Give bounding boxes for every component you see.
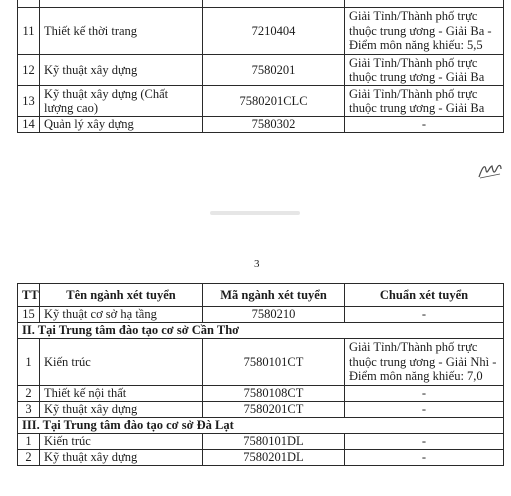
table-row (18, 86, 504, 117)
admission-criteria: - (345, 117, 504, 133)
section-title: II. Tại Trung tâm đào tạo cơ sở Cần Thơ (18, 323, 504, 339)
row-number: 3 (18, 402, 40, 418)
major-code: 7580201 (203, 55, 345, 86)
page-number: 3 (254, 258, 260, 270)
major-code: 7580201DL (203, 450, 345, 466)
major-code: 7580302 (203, 117, 345, 133)
column-header-tt: TT (18, 284, 40, 307)
row-number: 1 (18, 339, 40, 386)
admission-criteria: - (345, 434, 504, 450)
major-name: Quản lý xây dựng (40, 117, 203, 133)
table-header-row (18, 284, 504, 307)
table-row (18, 402, 504, 418)
signature (477, 160, 503, 180)
major-code: 7580108CT (203, 386, 345, 402)
table-row (18, 450, 504, 466)
major-name: Kỹ thuật xây dựng (40, 402, 203, 418)
major-name: Kỹ thuật xây dựng (Chất lượng cao) (40, 86, 203, 117)
major-name: Kiến trúc (40, 434, 203, 450)
admission-criteria: Giải Tỉnh/Thành phố trực thuộc trung ương - Giải Nhì - Điểm môn năng khiếu: 7,0 (345, 339, 504, 386)
major-code: 7580210 (203, 307, 345, 323)
major-code: 7580101CT (203, 339, 345, 386)
table-row (18, 386, 504, 402)
table-row (18, 339, 504, 386)
row-number: 1 (18, 434, 40, 450)
major-name: Thiết kế nội thất (40, 386, 203, 402)
row-number: 2 (18, 450, 40, 466)
section-title: III. Tại Trung tâm đào tạo cơ sở Đà Lạt (18, 418, 504, 434)
section-row (18, 418, 504, 434)
major-name: Kỹ thuật xây dựng (40, 450, 203, 466)
major-code: 7580201CT (203, 402, 345, 418)
column-header-name: Tên ngành xét tuyển (40, 284, 203, 307)
admission-criteria: - (345, 402, 504, 418)
major-name: Thiết kế thời trang (40, 8, 203, 55)
major-name: Kỹ thuật cơ sở hạ tầng (40, 307, 203, 323)
major-code: 7580201CLC (203, 86, 345, 117)
admission-criteria: - (345, 307, 504, 323)
row-number: 13 (18, 86, 40, 117)
table-row (18, 117, 504, 133)
admission-criteria: - (345, 386, 504, 402)
page-break-shadow (210, 211, 300, 215)
table-row (18, 307, 504, 323)
row-number: 14 (18, 117, 40, 133)
admission-criteria: Giải Tỉnh/Thành phố trực thuộc trung ương - Giải Ba - Điểm môn năng khiếu: 5,5 (345, 8, 504, 55)
admission-criteria: Giải Tỉnh/Thành phố trực thuộc trung ương - Giải Ba (345, 86, 504, 117)
admission-table-bottom (17, 283, 504, 466)
column-header-criteria: Chuẩn xét tuyển (345, 284, 504, 307)
major-code: 7580101DL (203, 434, 345, 450)
table-row (18, 0, 504, 8)
row-number: 11 (18, 8, 40, 55)
admission-table-top (17, 0, 504, 133)
major-code: 7210404 (203, 8, 345, 55)
admission-criteria: Giải Tỉnh/Thành phố trực thuộc trung ương - Giải Ba (345, 55, 504, 86)
row-number: 15 (18, 307, 40, 323)
table-row (18, 434, 504, 450)
table-row (18, 55, 504, 86)
row-number: 2 (18, 386, 40, 402)
column-header-code: Mã ngành xét tuyển (203, 284, 345, 307)
section-row (18, 323, 504, 339)
major-name: Kỹ thuật xây dựng (40, 55, 203, 86)
table-row (18, 8, 504, 55)
major-name: Kiến trúc (40, 339, 203, 386)
admission-criteria: - (345, 450, 504, 466)
row-number: 12 (18, 55, 40, 86)
